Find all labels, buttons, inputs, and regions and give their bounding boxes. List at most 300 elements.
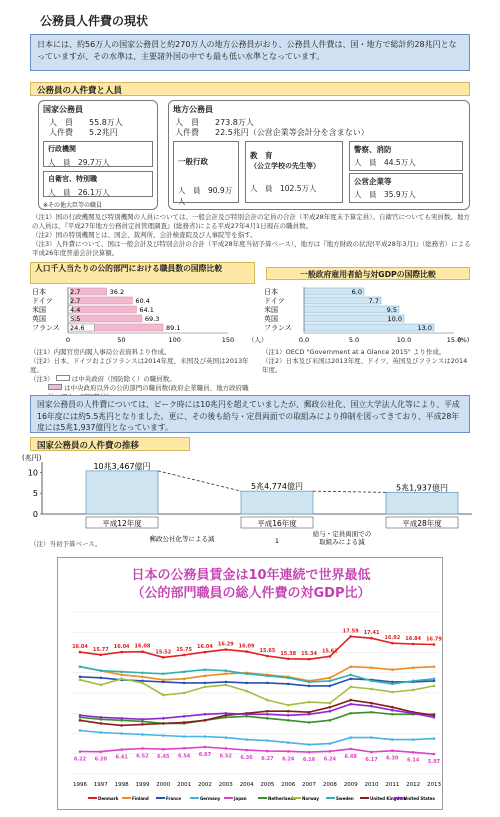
data-point (308, 721, 311, 724)
data-label: 6.24 (323, 756, 337, 763)
data-point (204, 713, 207, 716)
general-admin-cell (173, 141, 239, 206)
legend-swatch-other (48, 384, 62, 390)
value-label-total: 64.1 (139, 306, 154, 314)
data-point (183, 678, 186, 681)
data-point (308, 743, 311, 746)
data-point (224, 736, 227, 739)
trend-value-label: 10兆3,467億円 (93, 461, 151, 471)
police-fire-label: 警察、消防 (354, 145, 392, 154)
data-point (162, 722, 165, 725)
data-point (349, 699, 352, 702)
data-point (266, 682, 269, 685)
value-label-central: 4.4 (70, 306, 81, 314)
trend-annotation: 取組みによる減 (319, 538, 365, 546)
police-fire-cell (349, 141, 463, 171)
data-label: 16.29 (217, 641, 234, 648)
national-label: 国家公務員 (43, 105, 83, 114)
legend-label: United States (404, 796, 435, 801)
data-point (79, 750, 82, 753)
data-point (266, 655, 269, 658)
x-tick-label: 2004 (239, 782, 254, 788)
series-line (80, 747, 434, 754)
bar (304, 306, 399, 313)
data-point (329, 677, 332, 680)
y-tick-label: 0 (32, 510, 38, 519)
value-label-total: 89.1 (166, 324, 181, 332)
data-point (308, 701, 311, 704)
value-label-central: 5.5 (70, 315, 81, 323)
data-point (370, 751, 373, 754)
x-tick-label: 2003 (218, 782, 233, 788)
data-point (183, 692, 186, 695)
data-label: 16.04 (72, 644, 88, 651)
data-point (162, 734, 165, 737)
data-point (329, 702, 332, 705)
data-point (79, 665, 82, 668)
chart-left-notes (30, 348, 260, 402)
data-label: 15.34 (301, 651, 317, 658)
category-label: 日本 (32, 288, 46, 296)
note: は中央政府以外の公的部門の職員数(政府企業職員、地方政府職 (30, 384, 260, 402)
data-point (162, 694, 165, 697)
data-point (120, 717, 123, 720)
trend-annotation: 郵政公社化等による減 (149, 535, 215, 543)
note: （注3） は中央政府（国防除く）の職員数。 (30, 375, 176, 383)
data-point (224, 747, 227, 750)
data-point (349, 712, 352, 715)
x-tick-label: 2013 (427, 782, 441, 788)
data-point (308, 658, 311, 661)
x-unit-label: （人） (248, 336, 268, 344)
data-point (266, 717, 269, 720)
data-point (329, 750, 332, 753)
data-point (329, 710, 332, 713)
data-point (141, 723, 144, 726)
data-point (349, 665, 352, 668)
x-tick-label: 2006 (281, 782, 296, 788)
data-label: 17.41 (363, 630, 380, 637)
data-point (370, 736, 373, 739)
data-point (287, 704, 290, 707)
value-label-central: 2.7 (70, 288, 81, 296)
data-point (349, 736, 352, 739)
gdp-chart-subtitle: （公的部門職員の総人件費の対GDP比） (131, 586, 371, 601)
education-cell (245, 141, 343, 203)
local-cost: 人件費 22.5兆円（公営企業等会計分を含まない） (175, 128, 369, 137)
data-point (308, 681, 311, 684)
gdp-chart-title: 日本の公務員賃金は10年連続で世界最低 (131, 568, 371, 583)
data-point (308, 751, 311, 754)
data-point (100, 731, 103, 734)
data-label: 16.92 (384, 635, 401, 642)
data-point (245, 650, 248, 653)
data-point (370, 711, 373, 714)
data-point (287, 750, 290, 753)
data-point (412, 666, 415, 669)
data-point (266, 750, 269, 753)
data-point (433, 678, 436, 681)
data-point (391, 691, 394, 694)
data-point (120, 678, 123, 681)
value-label-total: 60.4 (135, 297, 150, 305)
data-point (120, 673, 123, 676)
data-point (412, 680, 415, 683)
x-tick-label: 平成16年度 (257, 519, 297, 528)
chart-left-title: 人口千人当たりの公的部門における職員数の国際比較 (30, 262, 255, 284)
data-point (412, 712, 415, 715)
data-point (100, 716, 103, 719)
local-staff-box (168, 100, 470, 210)
x-tick-label: 100 (168, 336, 181, 344)
data-label: 5.97 (427, 759, 441, 766)
data-point (349, 678, 352, 681)
data-point (204, 735, 207, 738)
data-label: 16.08 (134, 643, 151, 650)
data-label: 15.61 (321, 648, 338, 655)
data-label: 6.45 (157, 754, 170, 761)
public-enterprise-label: 公営企業等 (354, 177, 392, 186)
sdf-value: 人 員 26.1万人 (48, 188, 110, 197)
x-tick-label: 10.0 (396, 336, 412, 344)
x-tick-label: 2000 (156, 782, 171, 788)
value-label-total: 69.3 (144, 315, 160, 323)
data-point (349, 703, 352, 706)
data-point (141, 733, 144, 736)
data-point (100, 677, 103, 680)
category-label: 米国 (264, 306, 278, 314)
data-label: 15.52 (155, 649, 172, 656)
data-point (329, 685, 332, 688)
data-point (224, 712, 227, 715)
x-tick-label: 50 (117, 336, 126, 344)
data-point (245, 690, 248, 693)
category-label: 米国 (32, 306, 46, 314)
data-point (391, 642, 394, 645)
data-point (391, 713, 394, 716)
data-label: 15.75 (176, 647, 193, 654)
sdf-cell (43, 171, 153, 197)
data-point (287, 719, 290, 722)
data-point (287, 683, 290, 686)
data-point (391, 749, 394, 752)
data-point (329, 706, 332, 709)
data-point (391, 683, 394, 686)
body-text-2: 国家公務員の人件費については、ピーク時には10兆円を超えていましたが、郵政公社化、国立大学法人化等により、平成16年度には約5.5兆円となりました。更に、その後も給与・定員両面での取組みにより抑制を図ってきており、平成28年度には5兆1,937億円となっています。 (30, 395, 470, 433)
data-point (224, 648, 227, 651)
data-point (287, 657, 290, 660)
data-point (433, 685, 436, 688)
data-point (224, 681, 227, 684)
public-enterprise-value: 人 員 35.9万人 (354, 190, 416, 199)
legend-label: United Kingdom (370, 796, 407, 801)
chart-right (262, 285, 474, 347)
x-tick-label: 2010 (364, 782, 379, 788)
data-point (183, 670, 186, 673)
data-point (370, 688, 373, 691)
data-label: 6.36 (240, 755, 253, 762)
data-label: 6.24 (282, 756, 295, 763)
section-heading-trend: 国家公務員の人件費の推移 (30, 437, 190, 451)
data-point (308, 685, 311, 688)
admin-agency-label: 行政機関 (48, 145, 76, 153)
data-point (245, 682, 248, 685)
data-point (266, 739, 269, 742)
x-tick-label: 2007 (302, 782, 317, 788)
data-point (245, 713, 248, 716)
data-point (204, 686, 207, 689)
note: （注1）国の行政機関及び特別機関の人員については、一般会計及び特別会計の定員の合計（平成28年度末予算定員）。自衛官についても実員数。地方の人員は、『平成27年地方公務員定員管理調査』(総務省)による平成27年4月1日現在の職員数。 (32, 213, 470, 230)
data-point (391, 709, 394, 712)
general-admin-value: 人 員 90.9万人 (178, 186, 233, 206)
data-point (349, 748, 352, 751)
data-point (120, 670, 123, 673)
data-point (370, 705, 373, 708)
national-footnote: ※その他大臣等の職員 (43, 202, 103, 209)
data-point (141, 718, 144, 721)
value-label: 7.7 (368, 297, 379, 305)
legend-label: Denmark (98, 796, 119, 801)
data-point (204, 719, 207, 722)
trend-chart (22, 452, 478, 552)
data-point (287, 710, 290, 713)
data-label: 6.20 (94, 756, 107, 763)
value-label-central: 24.6 (70, 324, 85, 332)
data-point (120, 732, 123, 735)
data-point (79, 719, 82, 722)
data-label: 6.14 (407, 757, 420, 764)
x-tick-label: 平成28年度 (402, 519, 442, 528)
education-label: 教 育 (250, 151, 273, 160)
data-label: 16.79 (426, 636, 442, 643)
data-point (204, 746, 207, 749)
trend-annotation: 給与・定員両面での (312, 530, 372, 538)
legend-label: Finland (132, 796, 149, 801)
x-tick-label: 1997 (93, 782, 108, 788)
value-label-central: 2.7 (70, 297, 81, 305)
data-point (245, 672, 248, 675)
y-unit-label: (兆円) (22, 454, 42, 462)
data-point (433, 737, 436, 740)
data-label: 16.09 (238, 643, 255, 650)
value-label: 13.0 (417, 324, 432, 332)
data-label: 6.41 (115, 754, 128, 761)
x-tick-label: 2012 (406, 782, 421, 788)
category-label: ドイツ (32, 297, 53, 305)
note: （注1）内閣官房内閣人事局公表資料より作成。 (30, 348, 171, 356)
value-label: 10.0 (387, 315, 402, 323)
trend-dashed-line (313, 491, 386, 492)
general-admin-label: 一般行政 (178, 157, 208, 166)
x-tick-label: 1999 (135, 782, 150, 788)
series-line (80, 636, 434, 659)
national-cost: 人件費 5.2兆円 (49, 128, 118, 137)
data-point (79, 651, 82, 654)
trend-value-label: 5兆4,774億円 (251, 482, 303, 492)
police-fire-value: 人 員 44.5万人 (354, 158, 416, 167)
bar (304, 324, 434, 331)
data-point (100, 684, 103, 687)
data-label: 16.04 (113, 644, 130, 651)
data-point (266, 710, 269, 713)
legend-label: Sweden (336, 796, 354, 801)
data-point (308, 713, 311, 716)
note: （注2）国の特別機関とは、国会、裁判所、会計検査院及び人事院等を指す。 (32, 231, 257, 239)
data-point (266, 699, 269, 702)
data-label: 6.67 (198, 751, 212, 758)
x-tick-label: 0.0 (298, 336, 310, 344)
gdp-chart-panel (57, 557, 443, 810)
data-point (141, 682, 144, 685)
data-label: 15.77 (92, 646, 109, 653)
data-point (120, 748, 123, 751)
data-label: 6.48 (344, 753, 357, 760)
data-point (329, 742, 332, 745)
data-point (162, 717, 165, 720)
trend-note: （注）当初予算ベース。 (30, 540, 102, 548)
chart-right-notes (262, 348, 472, 375)
data-label: 6.17 (365, 757, 378, 764)
data-point (266, 713, 269, 716)
data-point (370, 666, 373, 669)
trend-bar (86, 471, 158, 514)
category-label: フランス (32, 324, 60, 332)
data-point (162, 748, 165, 751)
data-point (79, 714, 82, 717)
data-point (183, 654, 186, 657)
y-tick-label: 10 (27, 468, 38, 478)
data-point (349, 673, 352, 676)
admin-agency-cell (43, 141, 153, 167)
data-label: 15.65 (259, 648, 276, 655)
national-staff-box (38, 100, 158, 210)
data-point (141, 676, 144, 679)
data-label: 16.04 (197, 644, 213, 651)
data-point (224, 669, 227, 672)
legend-label: France (166, 796, 182, 801)
data-point (329, 680, 332, 683)
data-point (100, 722, 103, 725)
value-label-total: 36.2 (109, 288, 125, 296)
note: （注1）OECD "Government at a Glance 2015" より作成。 (262, 348, 446, 356)
x-unit-label: (%) (458, 336, 470, 344)
public-enterprise-cell (349, 173, 463, 203)
data-point (370, 637, 373, 640)
x-tick-label: 1996 (73, 782, 87, 788)
data-point (183, 747, 186, 750)
data-point (412, 751, 415, 754)
value-label: 6.0 (351, 288, 362, 296)
data-point (412, 689, 415, 692)
note: （注3）人件費について、国は一般会計及び特別会計の合計（平成28年度当初予算ベース）、地方は『地方財政の状況(平成28年3月)』（総務省）による平成26年度普通会計決算額。 (32, 240, 471, 257)
y-tick-label: 5 (32, 489, 38, 499)
x-tick-label: 平成12年度 (102, 519, 142, 528)
data-point (204, 651, 207, 654)
data-point (287, 741, 290, 744)
data-point (412, 643, 415, 646)
trend-annotation-marker: 1 (274, 537, 280, 545)
trend-bar (241, 491, 313, 514)
data-point (100, 669, 103, 672)
national-staff: 人 員 55.8万人 (49, 118, 123, 127)
admin-agency-value: 人 員 29.7万人 (48, 158, 110, 167)
data-point (141, 671, 144, 674)
data-point (100, 750, 103, 753)
x-tick-label: 15.0 (446, 336, 462, 344)
data-point (287, 677, 290, 680)
data-point (162, 672, 165, 675)
legend-label: Norway (302, 796, 319, 801)
chart-left (30, 285, 268, 347)
value-label: 9.5 (386, 306, 397, 314)
data-label: 6.30 (386, 755, 399, 762)
data-point (162, 656, 165, 659)
data-point (370, 702, 373, 705)
x-tick-label: 1998 (114, 782, 129, 788)
chart-right-title: 一般政府雇用者給与対GDPの国際比較 (266, 267, 470, 280)
data-label: 6.16 (302, 757, 316, 764)
data-point (120, 724, 123, 727)
section1-notes (32, 213, 472, 258)
data-point (183, 721, 186, 724)
data-point (141, 747, 144, 750)
data-point (329, 655, 332, 658)
gdp-line-chart (58, 602, 444, 810)
data-point (329, 719, 332, 722)
x-tick-label: 2008 (322, 782, 337, 788)
data-point (79, 729, 82, 732)
local-label: 地方公務員 (173, 105, 213, 114)
education-value: 人 員 102.5万人 (250, 184, 317, 193)
data-point (391, 668, 394, 671)
category-label: 英国 (264, 315, 278, 323)
x-tick-label: 5.0 (348, 336, 360, 344)
education-sub: （公立学校の先生等） (250, 162, 320, 170)
x-tick-label: 150 (221, 336, 235, 344)
x-tick-label: 2011 (385, 782, 400, 788)
data-point (224, 684, 227, 687)
category-label: 英国 (32, 315, 46, 323)
data-label: 16.84 (405, 635, 422, 642)
data-point (100, 654, 103, 657)
page-title: 公務員人件費の現状 (40, 14, 149, 28)
data-point (183, 682, 186, 685)
data-label: 6.22 (73, 756, 87, 763)
data-point (287, 714, 290, 717)
series-line (80, 667, 434, 681)
data-point (120, 651, 123, 654)
data-label: 17.59 (342, 628, 359, 635)
x-tick-label: 2002 (197, 782, 212, 788)
x-tick-label: 2009 (343, 782, 358, 788)
data-label: 6.27 (261, 756, 274, 763)
data-point (433, 753, 436, 756)
legend-swatch-central (56, 375, 70, 381)
data-point (349, 686, 352, 689)
sdf-label: 自衛官、特別職 (48, 175, 97, 183)
data-point (266, 674, 269, 677)
trend-dashed-line (158, 471, 241, 491)
section-heading-personnel: 公務員の人件費と人員 (30, 82, 470, 96)
data-label: 6.52 (136, 753, 149, 760)
legend-label: Germany (200, 796, 221, 801)
data-point (79, 679, 82, 682)
trend-value-label: 5兆1,937億円 (396, 483, 448, 493)
data-point (162, 681, 165, 684)
data-label: 6.52 (219, 753, 232, 760)
data-point (391, 706, 394, 709)
data-point (245, 749, 248, 752)
